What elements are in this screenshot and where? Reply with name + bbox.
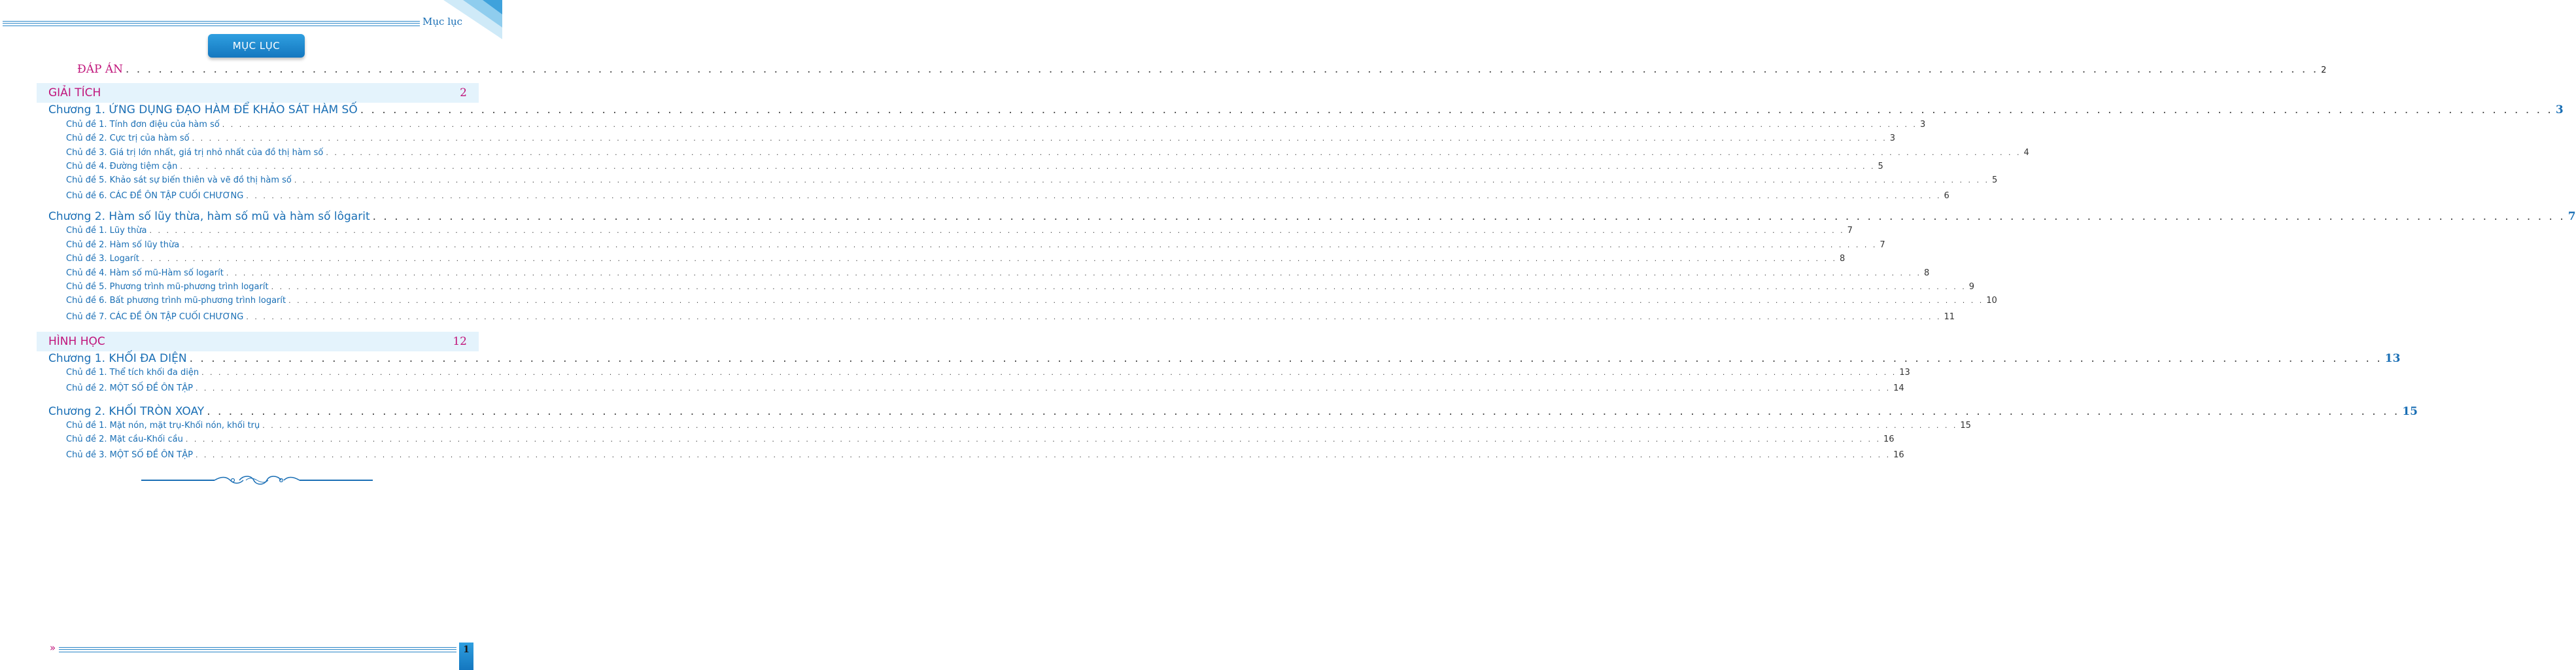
entry-label: Chủ đề 4. Đường tiệm cận [66, 162, 178, 171]
entry-label: Chủ đề 3. MỘT SỐ ĐỀ ÔN TẬP [66, 450, 193, 460]
entry-label: Chủ đề 2. MỘT SỐ ĐỀ ÔN TẬP [66, 383, 193, 393]
entry-page-number: 3 [1919, 120, 1926, 130]
toc-topic-entry[interactable] [66, 421, 1971, 431]
dot-leader: . . . . . . . . . . . . . . . . . . . . . . . . . . . . . . . . . . . . . . . . . . . . . . . . . . . . . . . . . . . . . . . . . . . . . . . . . . . . . . . . . . . . . . . . . . . . . . . . . . . . . . . . . . . . . . . . . . . . . . . . . . . . . . . . . . . . . . . . . . . . . . . . . . . . . . . . . . . . . . . . . . . . . . . . . . . . . . . . . . . . . . . . . . . . . . . . . . . . . . . . [192, 134, 1887, 143]
entry-label: ĐÁP ÁN [77, 63, 123, 76]
entry-page-number: 13 [1899, 368, 1910, 378]
entry-label: Chủ đề 3. Logarít [66, 254, 139, 264]
footer-rule [59, 647, 456, 652]
entry-page-number: 6 [1944, 191, 1949, 201]
entry-label: Chương 2. KHỐI TRÒN XOAY [48, 405, 205, 418]
entry-page-number: 9 [1968, 282, 1974, 292]
entry-page-number: 11 [1944, 312, 1955, 322]
dot-leader: . . . . . . . . . . . . . . . . . . . . . . . . . . . . . . . . . . . . . . . . . . . . . . . . . . . . . . . . . . . . . . . . . . . . . . . . . . . . . . . . . . . . . . . . . . . . . . . . . . . . . . . . . . . . . . . . . . . . . . . . . . . . . . . . . . . . . . . . . . . . . . . . . . . . . . . . . . . . . . . . . . . . . . . . . . . . . . . . . . . . . . . . . . . . . . . . . . . . . . . . [246, 192, 1942, 200]
toc-chapter-entry[interactable] [48, 352, 2401, 365]
dot-leader: . . . . . . . . . . . . . . . . . . . . . . . . . . . . . . . . . . . . . . . . . . . . . . . . . . . . . . . . . . . . . . . . . . . . . . . . . . . . . . . . . . . . . . . . . . . . . . . . . . . . . . . . . . . . . . . . . . . . . . . . . . . . . . . . . . . . . . . . . . . . . . . . . . . . . . . . . . . . . . . . . . . . . . . . . . . . . . . . . . . . . . . . . . . . . . . . . . . . . . . . [360, 103, 2553, 116]
entry-page-number: 13 [2384, 352, 2401, 365]
dot-leader: . . . . . . . . . . . . . . . . . . . . . . . . . . . . . . . . . . . . . . . . . . . . . . . . . . . . . . . . . . . . . . . . . . . . . . . . . . . . . . . . . . . . . . . . . . . . . . . . . . . . . . . . . . . . . . . . . . . . . . . . . . . . . . . . . . . . . . . . . . . . . . . . . . . . . . . . . . . . . . . . . . . . . . . . . . . . . . . . . . . . . . . . . . . . . . . . . . . . . . . . [271, 283, 1966, 291]
dot-leader: . . . . . . . . . . . . . . . . . . . . . . . . . . . . . . . . . . . . . . . . . . . . . . . . . . . . . . . . . . . . . . . . . . . . . . . . . . . . . . . . . . . . . . . . . . . . . . . . . . . . . . . . . . . . . . . . . . . . . . . . . . . . . . . . . . . . . . . . . . . . . . . . . . . . . . . . . . . . . . . . . . . . . . . . . . . . . . . . . . . . . . . . . . . . . . . . . . . . . . . . [141, 255, 1837, 263]
toc-topic-entry[interactable] [66, 282, 1974, 292]
section-title[interactable]: HÌNH HỌC [48, 335, 105, 348]
dot-leader: . . . . . . . . . . . . . . . . . . . . . . . . . . . . . . . . . . . . . . . . . . . . . . . . . . . . . . . . . . . . . . . . . . . . . . . . . . . . . . . . . . . . . . . . . . . . . . . . . . . . . . . . . . . . . . . . . . . . . . . . . . . . . . . . . . . . . . . . . . . . . . . . . . . . . . . . . . . . . . . . . . . . . . . . . . . . . . . . . . . . . . . . . . . . . . . . . . . . . . . . [182, 241, 1878, 249]
dot-leader: . . . . . . . . . . . . . . . . . . . . . . . . . . . . . . . . . . . . . . . . . . . . . . . . . . . . . . . . . . . . . . . . . . . . . . . . . . . . . . . . . . . . . . . . . . . . . . . . . . . . . . . . . . . . . . . . . . . . . . . . . . . . . . . . . . . . . . . . . . . . . . . . . . . . . . . . . . . . . . . . . . . . . . . . . . . . . . . . . . . . . . . . . . . . . . . . . . . . . . . . [126, 63, 2319, 76]
dot-leader: . . . . . . . . . . . . . . . . . . . . . . . . . . . . . . . . . . . . . . . . . . . . . . . . . . . . . . . . . . . . . . . . . . . . . . . . . . . . . . . . . . . . . . . . . . . . . . . . . . . . . . . . . . . . . . . . . . . . . . . . . . . . . . . . . . . . . . . . . . . . . . . . . . . . . . . . . . . . . . . . . . . . . . . . . . . . . . . . . . . . . . . . . . . . . . . . . . . . . . . . [294, 176, 1989, 185]
entry-label: Chủ đề 5. Khảo sát sự biến thiên và vẽ đồ thị hàm số [66, 175, 292, 185]
entry-page-number: 8 [1923, 268, 1930, 278]
toc-topic-entry[interactable] [66, 296, 1997, 306]
entry-page-number: 14 [1893, 383, 1904, 393]
entry-label: Chủ đề 1. Thể tích khối đa diện [66, 368, 199, 378]
entry-label: Chương 1. ỨNG DỤNG ĐẠO HÀM ĐỂ KHẢO SÁT HÀM SỐ [48, 103, 358, 116]
entry-label: Chủ đề 1. Lũy thừa [66, 226, 147, 236]
entry-label: Chủ đề 3. Giá trị lớn nhất, giá trị nhỏ nhất của đồ thị hàm số [66, 148, 324, 158]
dot-leader: . . . . . . . . . . . . . . . . . . . . . . . . . . . . . . . . . . . . . . . . . . . . . . . . . . . . . . . . . . . . . . . . . . . . . . . . . . . . . . . . . . . . . . . . . . . . . . . . . . . . . . . . . . . . . . . . . . . . . . . . . . . . . . . . . . . . . . . . . . . . . . . . . . . . . . . . . . . . . . . . . . . . . . . . . . . . . . . . . . . . . . . . . . . . . . . . . . . . . . . . [189, 352, 2382, 365]
toc-topic-entry[interactable] [66, 254, 1846, 264]
entry-label: Chủ đề 2. Mặt cầu-Khối cầu [66, 434, 183, 444]
divider-ornament [141, 474, 373, 487]
dot-leader: . . . . . . . . . . . . . . . . . . . . . . . . . . . . . . . . . . . . . . . . . . . . . . . . . . . . . . . . . . . . . . . . . . . . . . . . . . . . . . . . . . . . . . . . . . . . . . . . . . . . . . . . . . . . . . . . . . . . . . . . . . . . . . . . . . . . . . . . . . . . . . . . . . . . . . . . . . . . . . . . . . . . . . . . . . . . . . . . . . . . . . . . . . . . . . . . . . . . . . . . [195, 384, 1891, 393]
entry-page-number: 16 [1893, 450, 1904, 460]
toc-entry-dap-an[interactable] [77, 63, 2327, 76]
toc-title-badge: MỤC LỤC [208, 34, 305, 58]
dot-leader: . . . . . . . . . . . . . . . . . . . . . . . . . . . . . . . . . . . . . . . . . . . . . . . . . . . . . . . . . . . . . . . . . . . . . . . . . . . . . . . . . . . . . . . . . . . . . . . . . . . . . . . . . . . . . . . . . . . . . . . . . . . . . . . . . . . . . . . . . . . . . . . . . . . . . . . . . . . . . . . . . . . . . . . . . . . . . . . . . . . . . . . . . . . . . . . . . . . . . . . . [246, 313, 1942, 321]
entry-page-number: 3 [2555, 103, 2564, 116]
toc-topic-entry[interactable] [66, 450, 1904, 460]
footer-arrow-icon: » [50, 642, 56, 654]
header-rule [3, 21, 420, 26]
entry-page-number: 7 [1847, 226, 1853, 236]
entry-label: Chương 1. KHỐI ĐA DIỆN [48, 352, 187, 365]
toc-chapter-entry[interactable] [48, 210, 2576, 223]
toc-chapter-entry[interactable] [48, 405, 2418, 418]
section-page-number: 2 [460, 86, 467, 99]
dot-leader: . . . . . . . . . . . . . . . . . . . . . . . . . . . . . . . . . . . . . . . . . . . . . . . . . . . . . . . . . . . . . . . . . . . . . . . . . . . . . . . . . . . . . . . . . . . . . . . . . . . . . . . . . . . . . . . . . . . . . . . . . . . . . . . . . . . . . . . . . . . . . . . . . . . . . . . . . . . . . . . . . . . . . . . . . . . . . . . . . . . . . . . . . . . . . . . . . . . . . . . . [288, 296, 1984, 305]
entry-label: Chủ đề 2. Hàm số lũy thừa [66, 240, 180, 250]
dot-leader: . . . . . . . . . . . . . . . . . . . . . . . . . . . . . . . . . . . . . . . . . . . . . . . . . . . . . . . . . . . . . . . . . . . . . . . . . . . . . . . . . . . . . . . . . . . . . . . . . . . . . . . . . . . . . . . . . . . . . . . . . . . . . . . . . . . . . . . . . . . . . . . . . . . . . . . . . . . . . . . . . . . . . . . . . . . . . . . . . . . . . . . . . . . . . . . . . . . . . . . . [201, 368, 1897, 377]
dot-leader: . . . . . . . . . . . . . . . . . . . . . . . . . . . . . . . . . . . . . . . . . . . . . . . . . . . . . . . . . . . . . . . . . . . . . . . . . . . . . . . . . . . . . . . . . . . . . . . . . . . . . . . . . . . . . . . . . . . . . . . . . . . . . . . . . . . . . . . . . . . . . . . . . . . . . . . . . . . . . . . . . . . . . . . . . . . . . . . . . . . . . . . . . . . . . . . . . . . . . . . . [226, 269, 1921, 277]
entry-label: Chủ đề 1. Tính đơn điệu của hàm số [66, 120, 220, 130]
toc-topic-entry[interactable] [66, 175, 1998, 185]
corner-decoration [430, 0, 502, 39]
entry-label: Chủ đề 7. CÁC ĐỀ ÔN TẬP CUỐI CHƯƠNG [66, 312, 244, 322]
entry-page-number: 7 [1880, 240, 1885, 250]
section-band [37, 83, 479, 103]
entry-label: Chủ đề 6. CÁC ĐỀ ÔN TẬP CUỐI CHƯƠNG [66, 191, 244, 201]
entry-label: Chủ đề 2. Cực trị của hàm số [66, 133, 190, 143]
section-title[interactable]: GIẢI TÍCH [48, 86, 101, 99]
entry-page-number: 4 [2023, 148, 2029, 158]
running-header-title: Mục lục [422, 16, 463, 27]
toc-topic-entry[interactable] [66, 226, 1853, 236]
dot-leader: . . . . . . . . . . . . . . . . . . . . . . . . . . . . . . . . . . . . . . . . . . . . . . . . . . . . . . . . . . . . . . . . . . . . . . . . . . . . . . . . . . . . . . . . . . . . . . . . . . . . . . . . . . . . . . . . . . . . . . . . . . . . . . . . . . . . . . . . . . . . . . . . . . . . . . . . . . . . . . . . . . . . . . . . . . . . . . . . . . . . . . . . . . . . . . . . . . . . . . . . [185, 435, 1881, 444]
entry-label: Chủ đề 6. Bất phương trình mũ-phương trình logarít [66, 296, 286, 306]
entry-page-number: 15 [2402, 405, 2418, 418]
entry-page-number: 7 [2567, 210, 2576, 223]
dot-leader: . . . . . . . . . . . . . . . . . . . . . . . . . . . . . . . . . . . . . . . . . . . . . . . . . . . . . . . . . . . . . . . . . . . . . . . . . . . . . . . . . . . . . . . . . . . . . . . . . . . . . . . . . . . . . . . . . . . . . . . . . . . . . . . . . . . . . . . . . . . . . . . . . . . . . . . . . . . . . . . . . . . . . . . . . . . . . . . . . . . . . . . . . . . . . . . . . . . . . . . . [326, 149, 2021, 157]
toc-topic-entry[interactable] [66, 240, 1885, 250]
entry-page-number: 10 [1986, 296, 1997, 306]
toc-topic-entry[interactable] [66, 268, 1930, 278]
toc-topic-entry[interactable] [66, 120, 1926, 130]
dot-leader: . . . . . . . . . . . . . . . . . . . . . . . . . . . . . . . . . . . . . . . . . . . . . . . . . . . . . . . . . . . . . . . . . . . . . . . . . . . . . . . . . . . . . . . . . . . . . . . . . . . . . . . . . . . . . . . . . . . . . . . . . . . . . . . . . . . . . . . . . . . . . . . . . . . . . . . . . . . . . . . . . . . . . . . . . . . . . . . . . . . . . . . . . . . . . . . . . . . . . . . . [262, 421, 1958, 430]
toc-chapter-entry[interactable] [48, 103, 2564, 116]
dot-leader: . . . . . . . . . . . . . . . . . . . . . . . . . . . . . . . . . . . . . . . . . . . . . . . . . . . . . . . . . . . . . . . . . . . . . . . . . . . . . . . . . . . . . . . . . . . . . . . . . . . . . . . . . . . . . . . . . . . . . . . . . . . . . . . . . . . . . . . . . . . . . . . . . . . . . . . . . . . . . . . . . . . . . . . . . . . . . . . . . . . . . . . . . . . . . . . . . . . . . . . . [207, 405, 2400, 418]
toc-topic-entry[interactable] [66, 191, 1949, 201]
entry-page-number: 2 [2321, 65, 2327, 75]
entry-label: Chương 2. Hàm số lũy thừa, hàm số mũ và hàm số lôgarit [48, 210, 370, 223]
toc-topic-entry[interactable] [66, 162, 1883, 171]
entry-page-number: 15 [1960, 421, 1971, 431]
entry-label: Chủ đề 1. Mặt nón, mặt trụ-Khối nón, khối trụ [66, 421, 260, 431]
toc-topic-entry[interactable] [66, 368, 1910, 378]
toc-topic-entry[interactable] [66, 434, 1895, 444]
toc-topic-entry[interactable] [66, 312, 1955, 322]
toc-topic-entry[interactable] [66, 383, 1904, 393]
section-page-number: 12 [453, 335, 467, 348]
entry-page-number: 5 [1878, 162, 1883, 171]
dot-leader: . . . . . . . . . . . . . . . . . . . . . . . . . . . . . . . . . . . . . . . . . . . . . . . . . . . . . . . . . . . . . . . . . . . . . . . . . . . . . . . . . . . . . . . . . . . . . . . . . . . . . . . . . . . . . . . . . . . . . . . . . . . . . . . . . . . . . . . . . . . . . . . . . . . . . . . . . . . . . . . . . . . . . . . . . . . . . . . . . . . . . . . . . . . . . . . . . . . . . . . . [372, 210, 2566, 223]
page-number-badge: 1 [459, 643, 473, 670]
entry-page-number: 8 [1840, 254, 1846, 264]
entry-label: Chủ đề 5. Phương trình mũ-phương trình logarít [66, 282, 269, 292]
toc-topic-entry[interactable] [66, 148, 2029, 158]
entry-page-number: 5 [1992, 175, 1998, 185]
dot-leader: . . . . . . . . . . . . . . . . . . . . . . . . . . . . . . . . . . . . . . . . . . . . . . . . . . . . . . . . . . . . . . . . . . . . . . . . . . . . . . . . . . . . . . . . . . . . . . . . . . . . . . . . . . . . . . . . . . . . . . . . . . . . . . . . . . . . . . . . . . . . . . . . . . . . . . . . . . . . . . . . . . . . . . . . . . . . . . . . . . . . . . . . . . . . . . . . . . . . . . . . [149, 226, 1845, 235]
entry-page-number: 16 [1883, 434, 1895, 444]
dot-leader: . . . . . . . . . . . . . . . . . . . . . . . . . . . . . . . . . . . . . . . . . . . . . . . . . . . . . . . . . . . . . . . . . . . . . . . . . . . . . . . . . . . . . . . . . . . . . . . . . . . . . . . . . . . . . . . . . . . . . . . . . . . . . . . . . . . . . . . . . . . . . . . . . . . . . . . . . . . . . . . . . . . . . . . . . . . . . . . . . . . . . . . . . . . . . . . . . . . . . . . . [180, 162, 1876, 171]
entry-label: Chủ đề 4. Hàm số mũ-Hàm số logarít [66, 268, 224, 278]
toc-topic-entry[interactable] [66, 133, 1896, 143]
dot-leader: . . . . . . . . . . . . . . . . . . . . . . . . . . . . . . . . . . . . . . . . . . . . . . . . . . . . . . . . . . . . . . . . . . . . . . . . . . . . . . . . . . . . . . . . . . . . . . . . . . . . . . . . . . . . . . . . . . . . . . . . . . . . . . . . . . . . . . . . . . . . . . . . . . . . . . . . . . . . . . . . . . . . . . . . . . . . . . . . . . . . . . . . . . . . . . . . . . . . . . . . [222, 120, 1917, 129]
entry-page-number: 3 [1889, 133, 1896, 143]
dot-leader: . . . . . . . . . . . . . . . . . . . . . . . . . . . . . . . . . . . . . . . . . . . . . . . . . . . . . . . . . . . . . . . . . . . . . . . . . . . . . . . . . . . . . . . . . . . . . . . . . . . . . . . . . . . . . . . . . . . . . . . . . . . . . . . . . . . . . . . . . . . . . . . . . . . . . . . . . . . . . . . . . . . . . . . . . . . . . . . . . . . . . . . . . . . . . . . . . . . . . . . . [195, 451, 1891, 459]
